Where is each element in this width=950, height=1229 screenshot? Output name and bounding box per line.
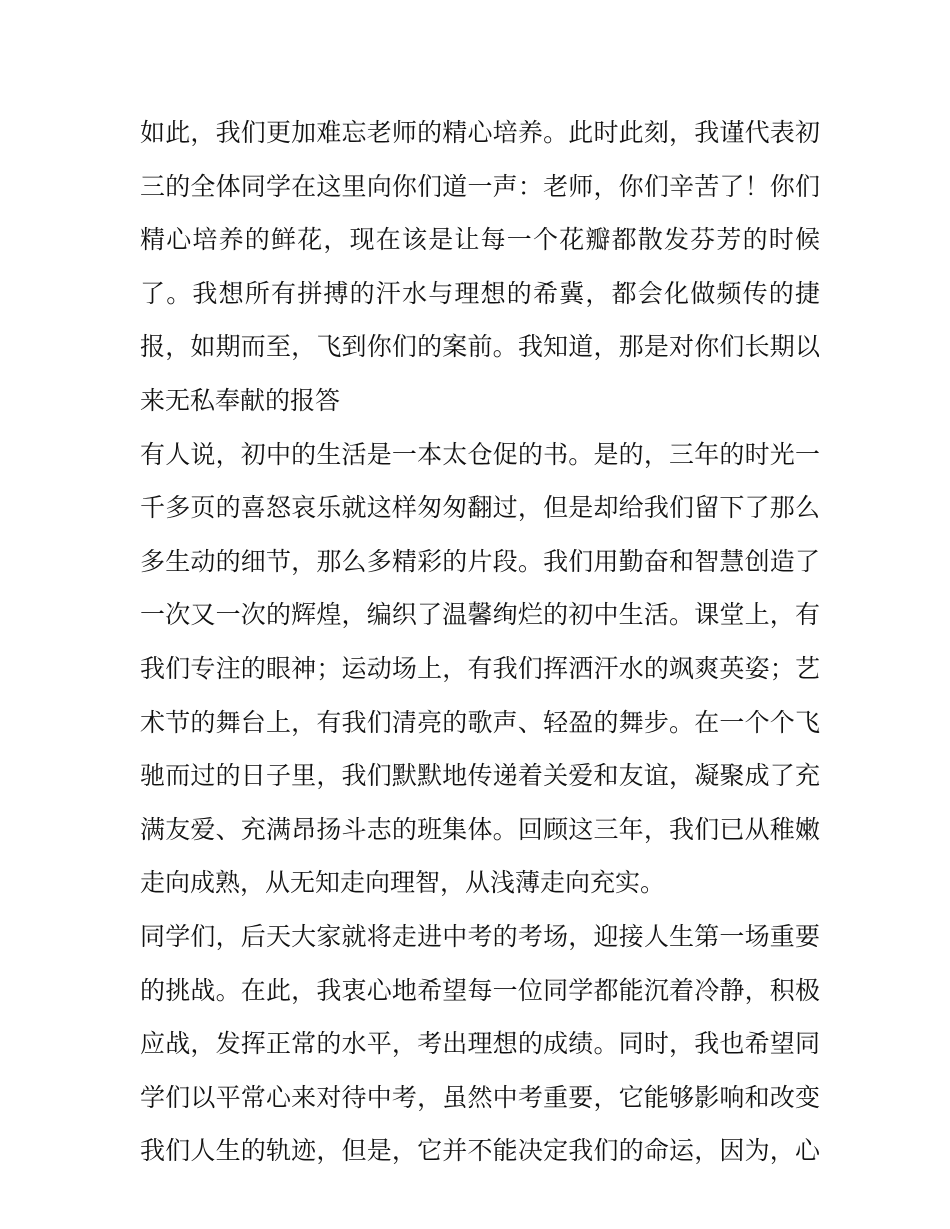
text-line: 同学们，后天大家就将走进中考的考场，迎接人生第一场重要 bbox=[140, 921, 820, 951]
text-line: 如此，我们更加难忘老师的精心培养。此时此刻，我谨代表初 bbox=[140, 118, 820, 147]
text-line: 精心培养的鲜花，现在该是让每一个花瓣都散发芬芳的时候 bbox=[140, 225, 820, 255]
text-line: 的挑战。在此，我衷心地希望每一位同学都能沉着冷静，积极 bbox=[140, 975, 820, 1005]
text-line: 学们以平常心来对待中考，虽然中考重要，它能够影响和改变 bbox=[140, 1082, 820, 1112]
text-line: 了。我想所有拼搏的汗水与理想的希冀，都会化做频传的捷 bbox=[140, 278, 820, 308]
text-line: 满友爱、充满昂扬斗志的班集体。回顾这三年，我们已从稚嫩 bbox=[140, 814, 820, 844]
text-line: 来无私奉献的报答 bbox=[140, 385, 341, 415]
text-line: 走向成熟，从无知走向理智，从浅薄走向充实。 bbox=[140, 868, 666, 898]
text-line: 应战，发挥正常的水平，考出理想的成绩。同时，我也希望同 bbox=[140, 1029, 820, 1059]
text-line: 驰而过的日子里，我们默默地传递着关爱和友谊，凝聚成了充 bbox=[140, 761, 820, 791]
text-line: 我们专注的眼神；运动场上，有我们挥洒汗水的飒爽英姿；艺 bbox=[140, 653, 820, 683]
text-line: 有人说，初中的生活是一本太仓促的书。是的，三年的时光一 bbox=[140, 439, 820, 469]
text-line: 我们人生的轨迹，但是，它并不能决定我们的命运，因为，心 bbox=[140, 1136, 820, 1166]
text-line: 术节的舞台上，有我们清亮的歌声、轻盈的舞步。在一个个飞 bbox=[140, 707, 820, 737]
body-text bbox=[140, 106, 820, 1178]
text-line: 千多页的喜怒哀乐就这样匆匆翻过，但是却给我们留下了那么 bbox=[140, 493, 820, 523]
text-line: 三的全体同学在这里向你们道一声：老师，你们辛苦了！你们 bbox=[140, 171, 820, 201]
text-line: 一次又一次的辉煌，编织了温馨绚烂的初中生活。课堂上，有 bbox=[140, 600, 820, 630]
text-line: 报，如期而至，飞到你们的案前。我知道，那是对你们长期以 bbox=[140, 332, 820, 362]
text-line: 多生动的细节，那么多精彩的片段。我们用勤奋和智慧创造了 bbox=[140, 546, 820, 576]
